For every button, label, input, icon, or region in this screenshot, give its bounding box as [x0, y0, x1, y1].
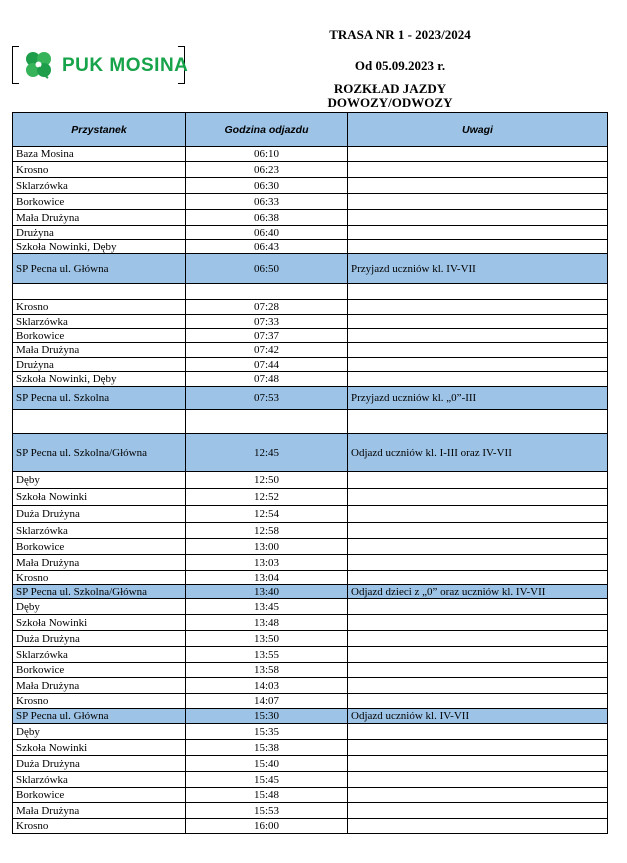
note-cell [348, 740, 608, 756]
note-cell [348, 226, 608, 240]
table-row [13, 489, 608, 506]
time-cell: 07:53 [186, 387, 348, 410]
time-cell: 13:40 [186, 585, 348, 599]
time-cell: 15:53 [186, 803, 348, 819]
stop-cell: SP Pecna ul. Główna [13, 709, 186, 724]
puk-mosina-logo [12, 46, 189, 83]
table-row [13, 162, 608, 178]
table-row [13, 410, 608, 434]
table-row [13, 555, 608, 571]
logo-text: PUK MOSINA [62, 55, 189, 76]
time-cell: 06:33 [186, 194, 348, 210]
column-header-stop: Przystanek [13, 113, 186, 147]
note-cell [348, 410, 608, 434]
note-cell: Odjazd uczniów kl. I-III oraz IV-VII [348, 434, 608, 472]
table-row-highlight [13, 387, 608, 410]
timetable-header-row [13, 113, 608, 147]
clover-icon [22, 50, 56, 80]
note-cell [348, 315, 608, 329]
time-cell: 12:50 [186, 472, 348, 489]
stop-cell: Dęby [13, 472, 186, 489]
stop-cell: Duża Drużyna [13, 631, 186, 647]
time-cell: 07:44 [186, 358, 348, 372]
table-row-highlight [13, 585, 608, 599]
stop-cell: Krosno [13, 571, 186, 585]
stop-cell [13, 284, 186, 300]
table-row [13, 740, 608, 756]
note-cell [348, 300, 608, 315]
time-cell: 13:03 [186, 555, 348, 571]
time-cell: 06:43 [186, 240, 348, 254]
time-cell: 06:50 [186, 254, 348, 284]
note-cell [348, 803, 608, 819]
note-cell [348, 162, 608, 178]
stop-cell: Baza Mosina [13, 147, 186, 162]
table-row [13, 506, 608, 523]
note-cell [348, 788, 608, 803]
table-row [13, 599, 608, 615]
logo-frame-left [12, 46, 19, 84]
table-row [13, 315, 608, 329]
table-row [13, 663, 608, 678]
table-row [13, 571, 608, 585]
stop-cell: Mała Drużyna [13, 555, 186, 571]
time-cell: 16:00 [186, 819, 348, 834]
note-cell [348, 147, 608, 162]
time-cell: 06:23 [186, 162, 348, 178]
note-cell [348, 694, 608, 709]
note-cell: Przyjazd uczniów kl. „0”-III [348, 387, 608, 410]
time-cell: 06:10 [186, 147, 348, 162]
time-cell: 07:42 [186, 343, 348, 358]
note-cell [348, 615, 608, 631]
stop-cell: Borkowice [13, 788, 186, 803]
stop-cell: Sklarzówka [13, 772, 186, 788]
table-row [13, 372, 608, 387]
table-row [13, 358, 608, 372]
note-cell [348, 555, 608, 571]
stop-cell: Borkowice [13, 194, 186, 210]
stop-cell: Krosno [13, 162, 186, 178]
stop-cell: Sklarzówka [13, 523, 186, 539]
schedule-title [305, 82, 475, 110]
table-row [13, 147, 608, 162]
note-cell [348, 647, 608, 663]
note-cell [348, 210, 608, 226]
note-cell [348, 539, 608, 555]
note-cell [348, 571, 608, 585]
timetable-body [13, 147, 608, 834]
table-row [13, 678, 608, 694]
note-cell [348, 358, 608, 372]
column-header-time: Godzina odjazdu [186, 113, 348, 147]
table-row [13, 539, 608, 555]
note-cell [348, 506, 608, 523]
table-row [13, 694, 608, 709]
time-cell: 13:00 [186, 539, 348, 555]
table-row [13, 240, 608, 254]
stop-cell: Dęby [13, 599, 186, 615]
table-row [13, 329, 608, 343]
stop-cell: Krosno [13, 819, 186, 834]
note-cell [348, 663, 608, 678]
time-cell: 13:04 [186, 571, 348, 585]
table-row [13, 772, 608, 788]
stop-cell: Borkowice [13, 329, 186, 343]
table-row [13, 300, 608, 315]
time-cell [186, 410, 348, 434]
table-row-highlight [13, 709, 608, 724]
route-title: TRASA NR 1 - 2023/2024 [329, 27, 471, 42]
note-cell: Odjazd dzieci z „0” oraz uczniów kl. IV-VII [348, 585, 608, 599]
note-cell [348, 678, 608, 694]
stop-cell [13, 410, 186, 434]
time-cell: 07:37 [186, 329, 348, 343]
column-header-notes: Uwagi [348, 113, 608, 147]
time-cell [186, 284, 348, 300]
stop-cell: Krosno [13, 300, 186, 315]
table-row-highlight [13, 254, 608, 284]
table-row [13, 788, 608, 803]
time-cell: 12:58 [186, 523, 348, 539]
note-cell [348, 194, 608, 210]
stop-cell: Drużyna [13, 226, 186, 240]
note-cell [348, 343, 608, 358]
table-row [13, 343, 608, 358]
time-cell: 07:33 [186, 315, 348, 329]
table-row [13, 178, 608, 194]
time-cell: 12:45 [186, 434, 348, 472]
stop-cell: Sklarzówka [13, 647, 186, 663]
table-row [13, 226, 608, 240]
stop-cell: Szkoła Nowinki [13, 615, 186, 631]
schedule-title-line2: DOWOZY/ODWOZY [327, 95, 453, 110]
time-cell: 15:40 [186, 756, 348, 772]
stop-cell: SP Pecna ul. Główna [13, 254, 186, 284]
time-cell: 13:45 [186, 599, 348, 615]
note-cell [348, 284, 608, 300]
time-cell: 15:35 [186, 724, 348, 740]
table-row [13, 724, 608, 740]
note-cell [348, 372, 608, 387]
stop-cell: SP Pecna ul. Szkolna/Główna [13, 434, 186, 472]
stop-cell: Szkoła Nowinki [13, 489, 186, 506]
stop-cell: Szkoła Nowinki, Dęby [13, 240, 186, 254]
time-cell: 13:48 [186, 615, 348, 631]
time-cell: 14:07 [186, 694, 348, 709]
table-row [13, 472, 608, 489]
stop-cell: Borkowice [13, 539, 186, 555]
note-cell [348, 599, 608, 615]
table-row [13, 819, 608, 834]
stop-cell: Sklarzówka [13, 178, 186, 194]
note-cell [348, 489, 608, 506]
time-cell: 12:54 [186, 506, 348, 523]
table-row [13, 615, 608, 631]
time-cell: 15:30 [186, 709, 348, 724]
table-row [13, 647, 608, 663]
note-cell: Przyjazd uczniów kl. IV-VII [348, 254, 608, 284]
time-cell: 12:52 [186, 489, 348, 506]
time-cell: 06:38 [186, 210, 348, 226]
stop-cell: Mała Drużyna [13, 803, 186, 819]
note-cell [348, 472, 608, 489]
stop-cell: Szkoła Nowinki [13, 740, 186, 756]
time-cell: 06:40 [186, 226, 348, 240]
note-cell [348, 178, 608, 194]
time-cell: 14:03 [186, 678, 348, 694]
stop-cell: Dęby [13, 724, 186, 740]
stop-cell: Duża Drużyna [13, 506, 186, 523]
table-row [13, 194, 608, 210]
table-row [13, 523, 608, 539]
table-row [13, 210, 608, 226]
stop-cell: Duża Drużyna [13, 756, 186, 772]
schedule-title-line1: ROZKŁAD JAZDY [333, 81, 447, 96]
valid-from: Od 05.09.2023 r. [354, 58, 446, 73]
note-cell: Odjazd uczniów kl. IV-VII [348, 709, 608, 724]
note-cell [348, 523, 608, 539]
note-cell [348, 756, 608, 772]
note-cell [348, 631, 608, 647]
time-cell: 07:48 [186, 372, 348, 387]
time-cell: 07:28 [186, 300, 348, 315]
note-cell [348, 819, 608, 834]
time-cell: 13:55 [186, 647, 348, 663]
note-cell [348, 724, 608, 740]
stop-cell: Borkowice [13, 663, 186, 678]
table-row [13, 756, 608, 772]
time-cell: 13:58 [186, 663, 348, 678]
time-cell: 15:48 [186, 788, 348, 803]
stop-cell: SP Pecna ul. Szkolna [13, 387, 186, 410]
note-cell [348, 772, 608, 788]
stop-cell: Sklarzówka [13, 315, 186, 329]
stop-cell: Mała Drużyna [13, 678, 186, 694]
stop-cell: Mała Drużyna [13, 343, 186, 358]
time-cell: 06:30 [186, 178, 348, 194]
time-cell: 15:45 [186, 772, 348, 788]
table-row-highlight [13, 434, 608, 472]
timetable [12, 112, 608, 834]
table-row [13, 284, 608, 300]
table-row [13, 803, 608, 819]
note-cell [348, 329, 608, 343]
time-cell: 13:50 [186, 631, 348, 647]
stop-cell: Krosno [13, 694, 186, 709]
stop-cell: SP Pecna ul. Szkolna/Główna [13, 585, 186, 599]
stop-cell: Mała Drużyna [13, 210, 186, 226]
time-cell: 15:38 [186, 740, 348, 756]
table-row [13, 631, 608, 647]
stop-cell: Drużyna [13, 358, 186, 372]
stop-cell: Szkoła Nowinki, Dęby [13, 372, 186, 387]
note-cell [348, 240, 608, 254]
